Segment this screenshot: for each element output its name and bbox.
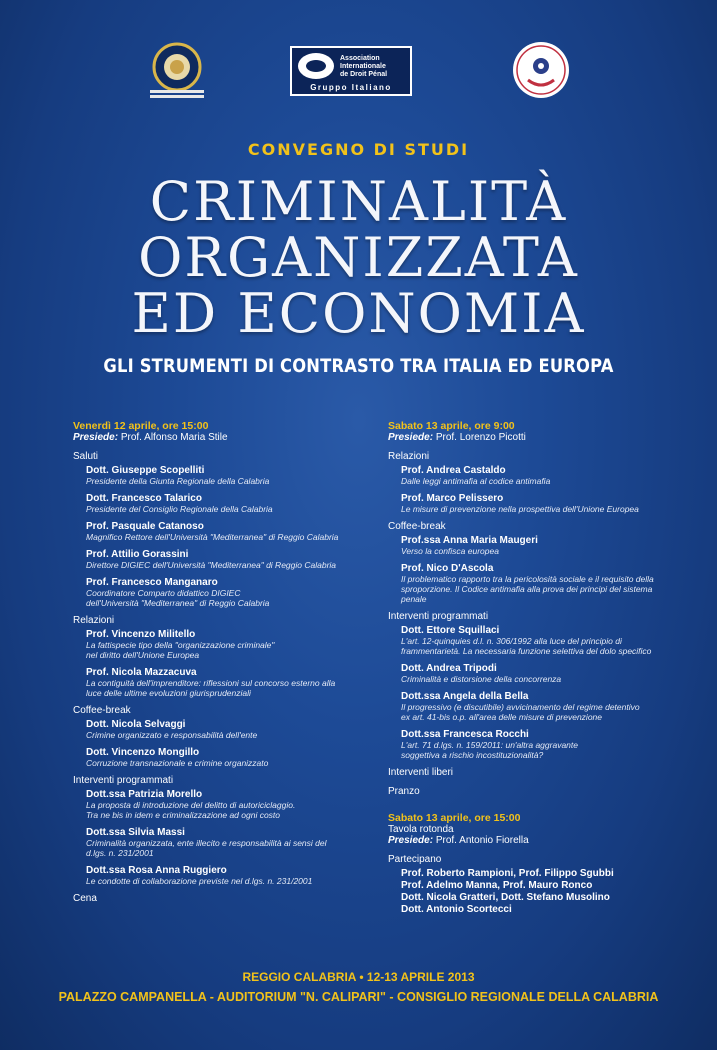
speaker-entry [86,629,373,660]
event-venue: PALAZZO CAMPANELLA - AUDITORIUM "N. CALIPARI" - CONSIGLIO REGIONALE DELLA CALABRIA [58,990,659,1004]
section-heading: Interventi programmati [73,775,174,786]
speaker-name: Dott.ssa Patrizia Morello [86,789,203,800]
speaker-name: Prof. Attilio Gorassini [86,549,189,560]
speaker-entry [86,577,373,608]
section-heading: Interventi programmati [388,611,489,622]
day-heading: Venerdì 12 aprile, ore 15:00 [73,420,209,432]
speaker-name: Dott. Ettore Squillaci [401,625,500,636]
speaker-name: Dott.ssa Francesca Rocchi [401,729,529,740]
section-heading: Relazioni [73,615,115,626]
speaker-entry [401,625,658,656]
speaker-name: Prof. Pasquale Catanoso [86,521,204,532]
speaker-name: Dott.ssa Angela della Bella [401,691,529,702]
speaker-name: Dott. Nicola Selvaggi [86,719,186,730]
speaker-entry [86,747,373,768]
talk-title: L'art. 71 d.lgs. n. 159/2011: un'altra aggravante [401,740,578,750]
speaker-entry [401,563,658,604]
talk-title-line2: ex art. 41-bis o.p. all'area delle misure di prevenzione [401,712,603,722]
participants-line: Dott. Antonio Scortecci [401,904,512,915]
participants-line: Prof. Adelmo Manna, Prof. Mauro Ronco [401,880,593,891]
speaker-entry [86,865,373,886]
speaker-entry [401,493,658,514]
speaker-entry [401,729,658,760]
talk-title-line2: Tra ne bis in idem e criminalizzazione ad ogni costo [86,810,281,820]
program-right-column [388,421,658,916]
talk-title: L'art. 12-quinquies d.l. n. 306/1992 alla luce del principio di [401,636,622,646]
speaker-entry [86,465,373,486]
day-heading: Sabato 13 aprile, ore 9:00 [388,420,515,432]
speaker-name: Dott.ssa Silvia Massi [86,827,185,838]
talk-title: Verso la confisca europea [401,546,499,556]
speaker-entry [86,521,373,542]
speaker-name: Dott. Andrea Tripodi [401,663,497,674]
talk-title-line2: d.lgs. n. 231/2001 [86,848,154,858]
talk-title: Crimine organizzato e responsabilità dell'ente [86,730,258,740]
talk-title-line2: sproporzione. Il Codice antimafia alla prova dei principi del sistema penale [401,584,653,604]
talk-title-line2: frammentarietà. La necessaria funzione selettiva del dolo specifico [401,646,652,656]
section-heading: Coffee-break [73,705,131,716]
talk-title: Il problematico rapporto tra la pericolosità sociale e il requisito della [401,574,654,584]
aidp-logo [290,46,412,96]
speaker-role: Coordinatore Comparto didattico DIGIEC [86,588,241,598]
roundtable-label: Tavola rotonda [388,824,454,835]
speaker-role: Presidente del Consiglio Regionale della Calabria [86,504,273,514]
speaker-name: Prof. Andrea Castaldo [401,465,506,476]
speaker-entry [86,789,373,820]
speaker-entry [86,719,373,740]
section-heading: Saluti [73,451,99,462]
talk-title: Il progressivo (e discutibile) avvicinamento del regime detentivo [401,702,640,712]
speaker-name: Prof.ssa Anna Maria Maugeri [401,535,538,546]
participants-line: Dott. Nicola Gratteri, Dott. Stefano Musolino [401,892,610,903]
speaker-name: Dott.ssa Rosa Anna Ruggiero [86,865,227,876]
program-left-column [73,421,373,907]
talk-title: La proposta di introduzione del delitto di autoriciclaggio. [86,800,296,810]
talk-title-line2: luce delle ultime evoluzioni giurisprudenziali [86,688,251,698]
talk-title: Dalle leggi antimafia al codice antimafia [401,476,551,486]
speaker-name: Dott. Giuseppe Scopelliti [86,465,205,476]
title-line-3: ED ECONOMIA [131,282,586,345]
chair-name: Prof. Antonio Fiorella [435,835,529,846]
council-seal-logo [510,40,572,100]
talk-title-line2: soggettiva a rischio incostituzionalità? [401,750,544,760]
speaker-entry [86,493,373,514]
speaker-name: Prof. Nicola Mazzacuva [86,667,197,678]
title-line-1: CRIMINALITÀ [149,170,568,233]
section-heading: Cena [73,893,97,904]
speaker-entry [401,535,658,556]
chair-label: Presiede: [388,835,434,846]
talk-title: Corruzione transnazionale e crimine organizzato [86,758,269,768]
talk-title: Criminalità organizzata, ente illecito e responsabilità ai sensi del [86,838,327,848]
aidp-logo-line1: Association [340,55,380,62]
speaker-entry [401,691,658,722]
chair-name: Prof. Alfonso Maria Stile [120,432,228,443]
tagline: GLI STRUMENTI DI CONTRASTO TRA ITALIA ED EUROPA [103,355,614,377]
event-date-location: REGGIO CALABRIA • 12-13 APRILE 2013 [242,970,475,984]
chair-line [73,432,373,443]
chair-label: Presiede: [388,432,434,443]
chair-name: Prof. Lorenzo Picotti [435,432,526,443]
section-heading: Relazioni [388,451,430,462]
speaker-name: Prof. Nico D'Ascola [401,563,494,574]
chair-line [388,835,658,846]
speaker-entry [86,667,373,698]
aidp-logo-line3: de Droit Pénal [340,71,388,78]
speaker-role: Direttore DIGIEC dell'Università "Mediterranea" di Reggio Calabria [86,560,337,570]
participants-line: Prof. Roberto Rampioni, Prof. Filippo Sgubbi [401,868,614,879]
speaker-name: Dott. Francesco Talarico [86,493,202,504]
speaker-entry [86,827,373,858]
speaker-entry [401,465,658,486]
talk-title: La fattispecie tipo della "organizzazione criminale" [86,640,275,650]
talk-title: Le misure di prevenzione nella prospettiva dell'Unione Europea [401,504,639,514]
day-heading: Sabato 13 aprile, ore 15:00 [388,812,521,824]
section-heading: Partecipano [388,854,442,865]
speaker-name: Dott. Vincenzo Mongillo [86,747,200,758]
university-seal-logo [142,40,212,102]
speaker-role: Presidente della Giunta Regionale della Calabria [86,476,270,486]
section-heading: Coffee-break [388,521,446,532]
speaker-role-line2: dell'Università "Mediterranea" di Reggio Calabria [86,598,270,608]
speaker-name: Prof. Marco Pelissero [401,493,504,504]
talk-title: Le condotte di collaborazione previste nel d.lgs. n. 231/2001 [86,876,313,886]
chair-line [388,432,658,443]
section-heading: Pranzo [388,786,420,797]
speaker-entry [401,663,658,684]
speaker-role: Magnifico Rettore dell'Università "Mediterranea" di Reggio Calabria [86,532,339,542]
section-heading: Interventi liberi [388,767,454,778]
aidp-logo-line2: Internationale [340,63,386,70]
event-type-subtitle: CONVEGNO DI STUDI [247,140,470,159]
talk-title: Criminalità e distorsione della concorrenza [401,674,562,684]
speaker-name: Prof. Vincenzo Militello [86,629,196,640]
aidp-logo-sub: Gruppo Italiano [310,83,392,92]
speaker-name: Prof. Francesco Manganaro [86,577,218,588]
chair-label: Presiede: [73,432,119,443]
talk-title: La contiguità dell'imprenditore: riflessioni sul concorso esterno alla [86,678,336,688]
speaker-entry [86,549,373,570]
talk-title-line2: nel diritto dell'Unione Europea [86,650,200,660]
title-line-2: ORGANIZZATA [138,226,579,289]
